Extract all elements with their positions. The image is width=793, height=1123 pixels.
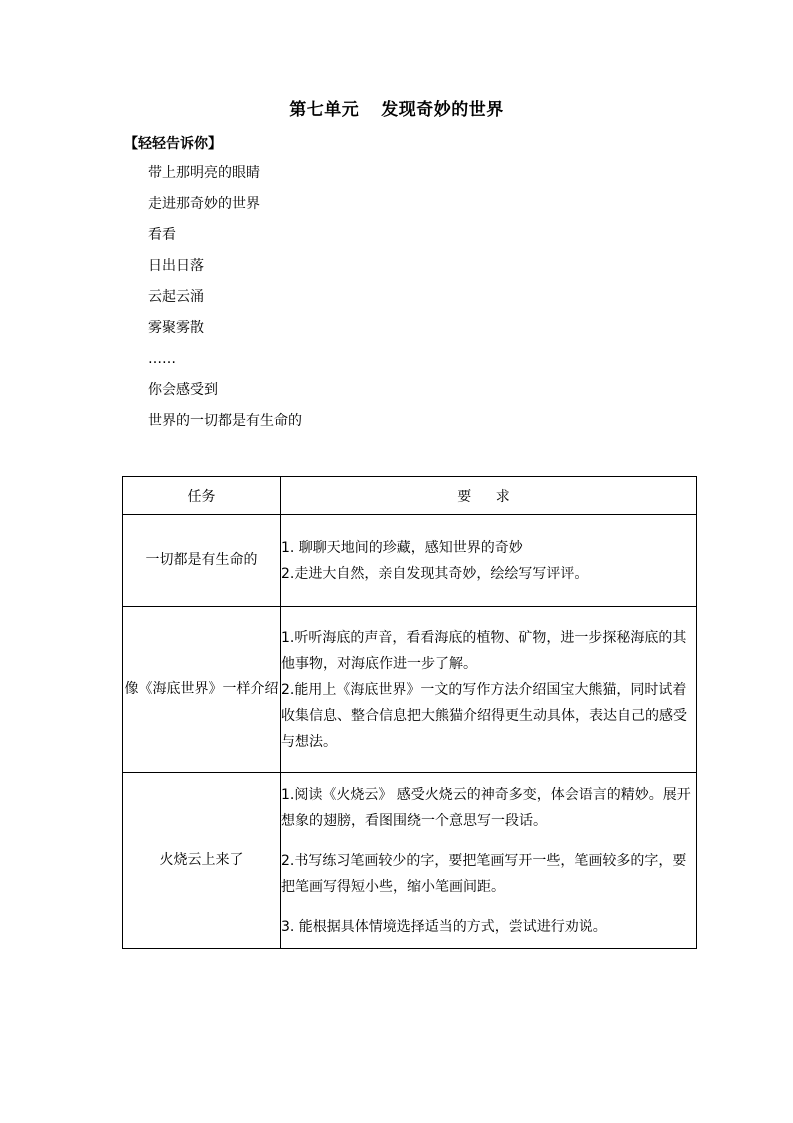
- task-name: 火烧云上来了: [123, 773, 281, 949]
- requirement-item: 3. 能根据具体情境选择适当的方式，尝试进行劝说。: [281, 918, 607, 935]
- poem-line: 云起云涌: [148, 289, 204, 305]
- poem-line: 你会感受到: [148, 382, 218, 398]
- requirement-item: 2.书写练习笔画较少的字，要把笔画写开一些，笔画较多的字，要把笔画写得短小些，缩小笔画间距。: [281, 852, 687, 895]
- task-name: 像《海底世界》一样介绍: [123, 607, 281, 773]
- poem-line: 走进那奇妙的世界: [148, 196, 260, 212]
- poem-line: 世界的一切都是有生命的: [148, 413, 302, 429]
- poem-line: ……: [148, 351, 176, 367]
- requirement-cell: [281, 515, 697, 607]
- poem-line: 带上那明亮的眼睛: [148, 165, 260, 181]
- table-row: [123, 607, 697, 773]
- requirement-cell: [281, 773, 697, 949]
- requirement-item: 2.能用上《海底世界》一文的写作方法介绍国宝大熊猫，同时试着收集信息、整合信息把大熊猫介绍得更生动具体，表达自己的感受与想法。: [281, 681, 687, 750]
- table-row: [123, 515, 697, 607]
- header-task: 任务: [123, 477, 281, 515]
- requirement-item: 1.阅读《火烧云》 感受火烧云的神奇多变，体会语言的精妙。展开想象的翅膀，看图围绕一个意思写一段话。: [281, 786, 691, 829]
- task-name: 一切都是有生命的: [123, 515, 281, 607]
- poem: [148, 162, 302, 441]
- requirement-cell: [281, 607, 697, 773]
- requirement-item: 2.走进大自然，亲自发现其奇妙，绘绘写写评评。: [281, 565, 589, 582]
- section-heading: 【轻轻告诉你】: [124, 136, 222, 152]
- unit-topic: 发现奇妙的世界: [381, 100, 504, 120]
- requirement-item: 1. 聊聊天地间的珍藏，感知世界的奇妙: [281, 539, 523, 556]
- task-table: [122, 476, 697, 949]
- table-header-row: [123, 477, 697, 515]
- poem-line: 看看: [148, 227, 176, 243]
- poem-line: 日出日落: [148, 258, 204, 274]
- page-title: [0, 95, 793, 120]
- header-requirement: 要 求: [281, 477, 697, 515]
- poem-line: 雾聚雾散: [148, 320, 204, 336]
- unit-label: 第七单元: [289, 100, 360, 120]
- requirement-item: 1.听听海底的声音，看看海底的植物、矿物，进一步探秘海底的其他事物，对海底作进一步了解。: [281, 629, 687, 672]
- table-row: [123, 773, 697, 949]
